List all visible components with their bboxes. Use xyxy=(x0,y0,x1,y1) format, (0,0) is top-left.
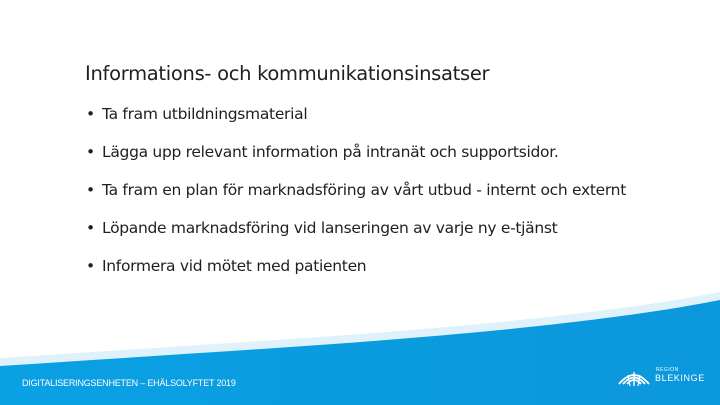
bullet-text: Ta fram utbildningsmaterial xyxy=(102,105,308,123)
slide-title: Informations- och kommunikationsinsatser xyxy=(85,62,490,85)
logo-region-text: REGION xyxy=(656,367,679,373)
bullet-dot: • xyxy=(86,257,95,275)
bullet-dot: • xyxy=(86,219,95,237)
region-logo-icon xyxy=(617,368,651,388)
region-blekinge-logo xyxy=(617,366,707,390)
bullet-dot: • xyxy=(86,105,95,123)
bullet-text: Löpande marknadsföring vid lanseringen av varje ny e-tjänst xyxy=(102,219,558,237)
bullet-text: Informera vid mötet med patienten xyxy=(102,257,367,275)
footer-text: DIGITALISERINGSENHETEN – EHÄLSOLYFTET 2019 xyxy=(22,378,236,388)
bullet-dot: • xyxy=(86,181,95,199)
bullet-text: Ta fram en plan för marknadsföring av vårt utbud - internt och externt xyxy=(102,181,626,199)
bullet-dot: • xyxy=(86,143,95,161)
bullet-text: Lägga upp relevant information på intranät och supportsidor. xyxy=(102,143,559,161)
logo-blekinge-text: BLEKINGE xyxy=(655,373,705,383)
